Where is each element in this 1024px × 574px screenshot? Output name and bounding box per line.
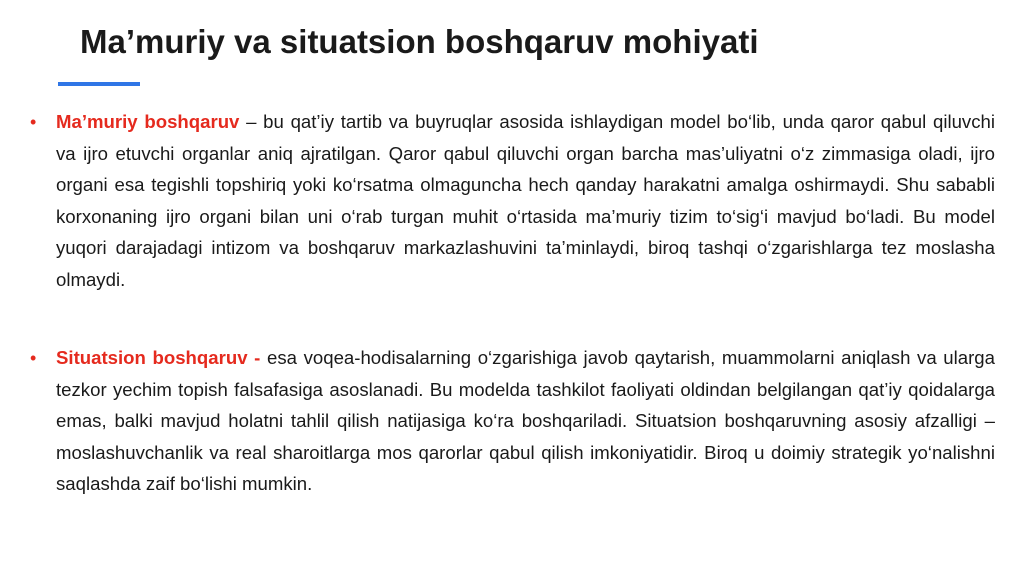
bullet-paragraph [56, 342, 995, 500]
bullet-item-situatsion [30, 342, 995, 500]
bullet-item-mamuriy [30, 106, 995, 296]
bullet-body: esa voqea-hodisalarning o‘zgarishiga javob qaytarish, muammolarni aniqlash va ularga tezkor yechim topish falsafasiga asoslanadi. Bu modelda tashkilot faoliyati oldindan belgilangan qat’iy qoidalarga emas, balki mavjud holatni tahlil qilish natijasiga ko‘ra boshqariladi. Situatsion boshqaruvning asosiy afzalligi – moslashuvchanlik va real sharoitlarga mos qarorlar qabul qilish imkoniyatidir. Biroq u doimiy strategik yo‘nalishni saqlashda zaif bo‘lishi mumkin. [56, 347, 995, 495]
bullet-marker: • [30, 348, 37, 368]
bullet-body: – bu qat’iy tartib va buyruqlar asosida ishlaydigan model bo‘lib, unda qaror qabul qiluvchi va ijro etuvchi organlar aniq ajratilgan. Qaror qabul qiluvchi organ barcha mas’uliyatni o‘z zimmasiga oladi, ijro organi esa tegishli topshiriq yoki ko‘rsatma olmaguncha hech qanday harakatni amalga oshirmaydi. Shu sababli korxonaning ijro organi bilan uni o‘rab turgan muhit o‘rtasida ma’muriy tizim to‘sig‘i mavjud bo‘ladi. Bu model yuqori darajadagi intizom va boshqaruv markazlashuvini ta’minlaydi, biroq tashqi o‘zgarishlarga tez moslasha olmaydi. [56, 111, 995, 290]
bullet-term: Ma’muriy boshqaruv [56, 111, 240, 132]
bullet-paragraph [56, 106, 995, 296]
bullet-term: Situatsion boshqaruv - [56, 347, 261, 368]
slide-title: Ma’muriy va situatsion boshqaruv mohiyati [80, 23, 759, 60]
title-accent-bar [58, 82, 140, 86]
bullet-marker: • [30, 112, 37, 132]
